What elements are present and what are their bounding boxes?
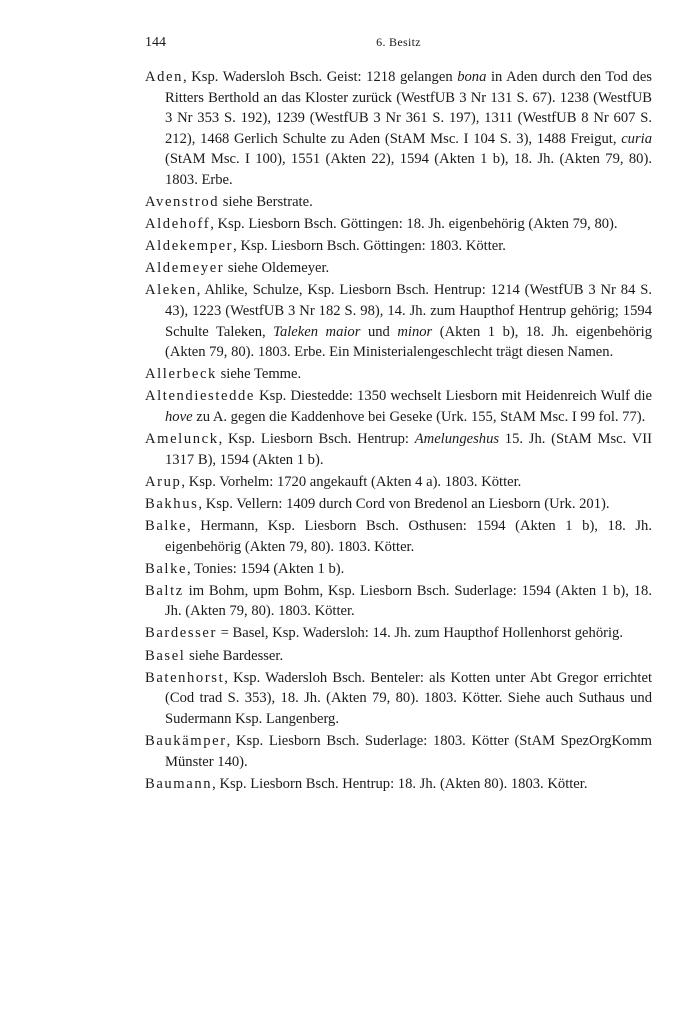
- entry-headword: Balke: [145, 517, 188, 534]
- entry-aldekemper: Aldekemper, Ksp. Liesborn Bsch. Göttingen: 1803. Kötter.: [145, 238, 506, 255]
- page-header: [145, 35, 652, 55]
- entry-headword: Amelunck: [145, 431, 219, 448]
- running-head: 6. Besitz: [376, 35, 421, 49]
- entry-allerbeck: Allerbeck siehe Temme.: [145, 366, 302, 383]
- entry-headword: Baukämper: [145, 732, 227, 749]
- entry-headword: Arup: [145, 473, 182, 490]
- entry-headword: Bakhus: [145, 495, 199, 512]
- entry-bakhus: Bakhus, Ksp. Vellern: 1409 durch Cord von Bredenol an Liesborn (Urk. 201).: [145, 495, 610, 512]
- entry-headword: Aden: [145, 69, 184, 85]
- entry-headword: Aleken: [145, 282, 197, 299]
- entry-headword: Baltz: [145, 582, 184, 599]
- entry-aldemeyer: Aldemeyer siehe Oldemeyer.: [145, 260, 330, 277]
- entry-batenhorst: Batenhorst, Ksp. Wadersloh Bsch. Benteler: als Kotten unter Abt Gregor errichtet (Cod trad S. 353), 18. Jh. (Akten 79, 80). 1803. Kötter. Siehe auch Suthaus und Sudermann Ksp. Langenberg.: [145, 669, 652, 727]
- entry-basel: Basel siehe Bardesser.: [145, 647, 284, 664]
- entry-headword: Bardesser: [145, 625, 217, 642]
- entry-baukaemper: Baukämper, Ksp. Liesborn Bsch. Suderlage: 1803. Kötter (StAM SpezOrgKomm Münster 140).: [145, 732, 652, 770]
- entry-headword: Balke: [145, 560, 188, 577]
- entry-list: [145, 67, 652, 796]
- entry-altendiestedde: Altendiestedde Ksp. Diestedde: 1350 wechselt Liesborn mit Heidenreich Wulf die hove zu A. gegen die Kaddenhove bei Geseke (Urk. 155, StAM Msc. I 99 fol. 77).: [145, 388, 652, 425]
- entry-aleken: Aleken, Ahlike, Schulze, Ksp. Liesborn Bsch. Hentrup: 1214 (WestfUB 3 Nr 84 S. 43), 1223 (WestfUB 3 Nr 182 S. 98), 14. Jh. zum Haupthof Hentrup gehörig; 1594 Schulte Taleken, Taleken maior und minor (Akten 1 b), 18. Jh. eigenbehörig (Akten 79, 80). 1803. Erbe. Ein Ministerialengeschlecht trägt diesen Namen.: [145, 282, 653, 361]
- entry-headword: Aldehoff: [145, 216, 211, 233]
- entry-baltz: Baltz im Bohm, upm Bohm, Ksp. Liesborn Bsch. Suderlage: 1594 (Akten 1 b), 18. Jh. (Akten 79, 80). 1803. Kötter.: [145, 582, 652, 620]
- entry-headword: Baumann: [145, 775, 213, 792]
- page-number: 144: [145, 35, 166, 50]
- entry-bardesser: Bardesser = Basel, Ksp. Wadersloh: 14. Jh. zum Haupthof Hollenhorst gehörig.: [145, 625, 623, 642]
- entry-headword: Basel: [145, 647, 186, 664]
- entry-balke-hermann: Balke, Hermann, Ksp. Liesborn Bsch. Osthusen: 1594 (Akten 1 b), 18. Jh. eigenbehörig (Akten 79, 80). 1803. Kötter.: [145, 517, 652, 555]
- entry-headword: Allerbeck: [145, 366, 217, 383]
- entry-balke-tonies: Balke, Tonies: 1594 (Akten 1 b).: [145, 560, 345, 577]
- entry-avenstrod: Avenstrod siehe Berstrate.: [145, 194, 313, 211]
- entry-arup: Arup, Ksp. Vorhelm: 1720 angekauft (Akten 4 a). 1803. Kötter.: [145, 473, 522, 490]
- entry-headword: Aldekemper: [145, 238, 234, 255]
- entry-amelunck: Amelunck, Ksp. Liesborn Bsch. Hentrup: Amelungeshus 15. Jh. (StAM Msc. VII 1317 B), 1594 (Akten 1 b).: [145, 431, 652, 468]
- entry-aldehoff: Aldehoff, Ksp. Liesborn Bsch. Göttingen: 18. Jh. eigenbehörig (Akten 79, 80).: [145, 216, 618, 233]
- entry-headword: Avenstrod: [145, 194, 220, 211]
- entry-baumann: Baumann, Ksp. Liesborn Bsch. Hentrup: 18. Jh. (Akten 80). 1803. Kötter.: [145, 775, 588, 792]
- entry-headword: Aldemeyer: [145, 260, 225, 277]
- entry-headword: Batenhorst: [145, 669, 225, 686]
- entry-aden: Aden, Ksp. Wadersloh Bsch. Geist: 1218 gelangen bona in Aden durch den Tod des Ritters Berthold an das Kloster zurück (WestfUB 3 Nr 131 S. 67). 1238 (WestfUB 3 Nr 353 S. 192), 1239 (WestfUB 3 Nr 361 S. 197), 1311 (WestfUB 8 Nr 607 S. 212), 1468 Gerlich Schulte zu Aden (StAM Msc. I 104 S. 3), 1488 Freigut, curia (StAM Msc. I 100), 1551 (Akten 22), 1594 (Akten 1 b), 18. Jh. (Akten 79, 80). 1803. Erbe.: [145, 69, 652, 188]
- entry-headword: Altendiestedde: [145, 388, 255, 405]
